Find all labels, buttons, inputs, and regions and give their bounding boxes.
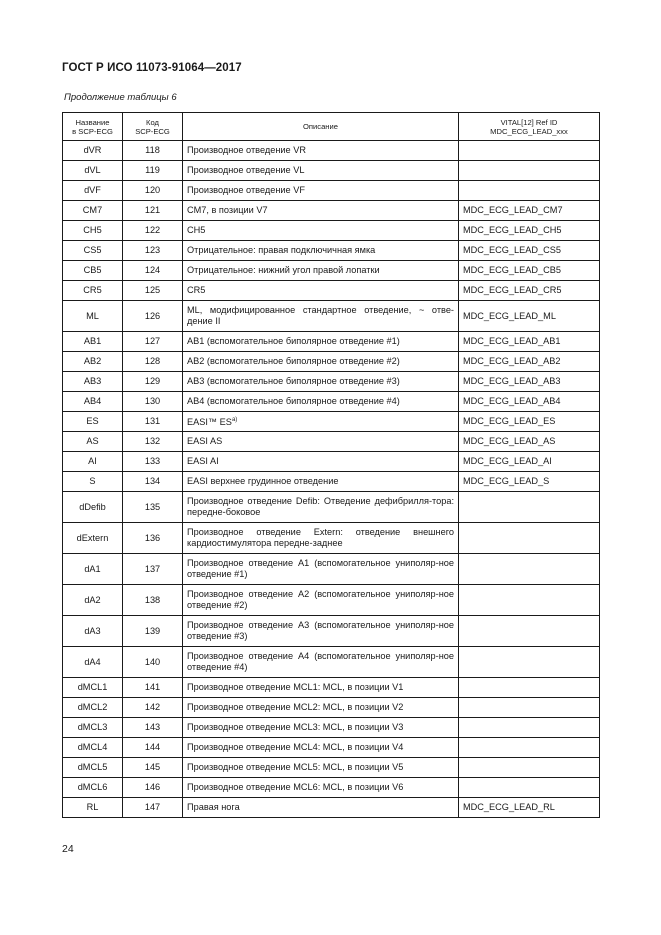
column-header-name	[63, 113, 123, 141]
lead-code-cell-text: 147	[144, 802, 161, 812]
table-row	[63, 616, 600, 647]
lead-ref-id-cell	[459, 585, 600, 616]
lead-description-cell	[183, 281, 459, 301]
lead-description-cell-text: AB2 (вспомогательное биполярное отведение #2)	[187, 356, 400, 366]
lead-name-cell	[63, 492, 123, 523]
lead-description-cell-text: Производное отведение VR	[187, 145, 306, 155]
lead-description-cell	[183, 647, 459, 678]
lead-ref-id-cell	[459, 758, 600, 778]
column-header-line: Код	[146, 117, 159, 127]
leads-table	[62, 112, 600, 818]
lead-ref-id-cell	[459, 678, 600, 698]
lead-name-cell	[63, 332, 123, 352]
table-row	[63, 738, 600, 758]
lead-name-cell-text: AI	[88, 456, 97, 466]
lead-name-cell	[63, 585, 123, 616]
lead-ref-id-cell	[459, 472, 600, 492]
lead-ref-id-cell	[459, 616, 600, 647]
table-row	[63, 718, 600, 738]
lead-code-cell	[123, 492, 183, 523]
lead-ref-id-cell-text: MDC_ECG_LEAD_AI	[463, 456, 552, 466]
lead-description-cell-text: Производное отведение MCL5: MCL, в позиции V5	[187, 762, 404, 772]
table-row	[63, 647, 600, 678]
table-row	[63, 281, 600, 301]
lead-code-cell	[123, 352, 183, 372]
lead-name-cell-text: CH5	[83, 225, 102, 235]
lead-description-cell	[183, 432, 459, 452]
lead-name-cell-text: CM7	[82, 205, 103, 215]
lead-description-cell	[183, 181, 459, 201]
lead-code-cell	[123, 647, 183, 678]
document-standard-header: ГОСТ Р ИСО 11073-91064—2017	[62, 62, 242, 74]
lead-code-cell	[123, 698, 183, 718]
lead-name-cell-text: dA1	[84, 563, 101, 574]
lead-description-cell	[183, 261, 459, 281]
lead-code-cell	[123, 452, 183, 472]
lead-ref-id-cell-text: MDC_ECG_LEAD_S	[463, 476, 550, 486]
lead-ref-id-cell	[459, 281, 600, 301]
lead-code-cell-text: 118	[145, 145, 160, 155]
lead-ref-id-cell	[459, 392, 600, 412]
lead-ref-id-cell-text: MDC_ECG_LEAD_AB3	[463, 376, 561, 386]
lead-name-cell-text: dA3	[84, 625, 101, 636]
lead-code-cell	[123, 161, 183, 181]
lead-name-cell-text: AB3	[83, 376, 102, 386]
lead-code-cell	[123, 523, 183, 554]
lead-code-cell-text: 134	[144, 476, 161, 486]
lead-description-cell-text: Производное отведение A1 (вспомогательное униполяр-ное отведение #1)	[187, 558, 454, 579]
lead-name-cell	[63, 452, 123, 472]
lead-code-cell	[123, 554, 183, 585]
lead-code-cell-text: 137	[144, 563, 161, 574]
lead-description-cell	[183, 523, 459, 554]
lead-code-cell	[123, 798, 183, 818]
lead-code-cell	[123, 392, 183, 412]
lead-code-cell-text: 124	[144, 265, 161, 275]
column-header-line: в SCP-ECG	[72, 126, 113, 136]
lead-name-cell	[63, 738, 123, 758]
lead-ref-id-cell	[459, 161, 600, 181]
table-row	[63, 452, 600, 472]
lead-name-cell	[63, 281, 123, 301]
lead-code-cell	[123, 738, 183, 758]
lead-code-cell-text: 130	[144, 396, 161, 406]
lead-name-cell	[63, 698, 123, 718]
lead-ref-id-cell	[459, 141, 600, 161]
lead-name-cell	[63, 261, 123, 281]
lead-name-cell-text: ML	[86, 310, 99, 321]
lead-name-cell	[63, 778, 123, 798]
lead-code-cell	[123, 412, 183, 432]
lead-ref-id-cell-text: MDC_ECG_LEAD_AB2	[463, 356, 561, 366]
lead-description-cell	[183, 798, 459, 818]
lead-description-cell	[183, 301, 459, 332]
lead-code-cell-text: 140	[144, 656, 161, 667]
lead-code-cell-text: 128	[144, 356, 161, 366]
lead-description-cell-text: EASI верхнее грудинное отведение	[187, 476, 339, 486]
table-row	[63, 241, 600, 261]
lead-name-cell	[63, 301, 123, 332]
lead-ref-id-cell	[459, 372, 600, 392]
table-row	[63, 432, 600, 452]
lead-description-cell	[183, 221, 459, 241]
lead-code-cell-text: 139	[144, 625, 161, 636]
lead-code-cell-text: 131	[144, 416, 161, 426]
lead-description-cell	[183, 616, 459, 647]
lead-ref-id-cell	[459, 432, 600, 452]
table-body	[63, 141, 600, 818]
lead-name-cell-text: RL	[86, 802, 99, 812]
lead-description-cell-text: CM7, в позиции V7	[187, 205, 268, 215]
lead-code-cell	[123, 758, 183, 778]
lead-description-cell	[183, 492, 459, 523]
table-caption: Продолжение таблицы 6	[64, 92, 177, 103]
lead-code-cell	[123, 472, 183, 492]
lead-description-cell	[183, 778, 459, 798]
lead-ref-id-cell	[459, 221, 600, 241]
lead-name-cell-text: dExtern	[76, 532, 109, 543]
lead-name-cell	[63, 352, 123, 372]
lead-description-cell	[183, 758, 459, 778]
lead-description-cell	[183, 678, 459, 698]
lead-name-cell	[63, 798, 123, 818]
lead-name-cell-text: CR5	[83, 285, 102, 295]
lead-code-cell-text: 129	[144, 376, 161, 386]
lead-name-cell	[63, 678, 123, 698]
lead-ref-id-cell-text: MDC_ECG_LEAD_CS5	[463, 245, 562, 255]
lead-name-cell-text: AB4	[83, 396, 102, 406]
table-row	[63, 585, 600, 616]
lead-code-cell	[123, 141, 183, 161]
lead-code-cell	[123, 221, 183, 241]
lead-description-cell-text: AB1 (вспомогательное биполярное отведение #1)	[187, 336, 400, 346]
lead-ref-id-cell	[459, 261, 600, 281]
lead-name-cell-text: dDefib	[79, 501, 106, 512]
lead-ref-id-cell	[459, 778, 600, 798]
lead-name-cell	[63, 554, 123, 585]
table-row	[63, 523, 600, 554]
lead-code-cell-text: 127	[144, 336, 161, 346]
lead-description-cell	[183, 718, 459, 738]
lead-ref-id-cell	[459, 647, 600, 678]
lead-ref-id-cell-text: MDC_ECG_LEAD_AB1	[463, 336, 561, 346]
lead-code-cell	[123, 372, 183, 392]
lead-name-cell	[63, 472, 123, 492]
lead-description-cell-text: AB4 (вспомогательное биполярное отведение #4)	[187, 396, 400, 406]
lead-description-cell-text: Производное отведение MCL6: MCL, в позиции V6	[187, 782, 404, 792]
table-row	[63, 141, 600, 161]
lead-description-cell	[183, 372, 459, 392]
lead-ref-id-cell	[459, 698, 600, 718]
lead-ref-id-cell-text: MDC_ECG_LEAD_ES	[463, 416, 556, 426]
table-row	[63, 798, 600, 818]
table-row	[63, 392, 600, 412]
lead-ref-id-cell-text: MDC_ECG_LEAD_ML	[463, 310, 556, 321]
lead-description-cell	[183, 201, 459, 221]
lead-description-cell-text: Правая нога	[187, 802, 240, 812]
lead-code-cell-text: 136	[144, 532, 161, 543]
column-header-line: VITAL[12] Ref ID	[500, 117, 558, 127]
lead-ref-id-cell	[459, 452, 600, 472]
lead-name-cell-text: dMCL3	[77, 722, 108, 732]
lead-ref-id-cell	[459, 738, 600, 758]
table-row	[63, 261, 600, 281]
table-row	[63, 554, 600, 585]
column-header-line: MDC_ECG_LEAD_xxx	[490, 126, 568, 136]
table-row	[63, 758, 600, 778]
lead-description-cell	[183, 332, 459, 352]
lead-code-cell-text: 146	[144, 782, 161, 792]
lead-code-cell	[123, 432, 183, 452]
lead-name-cell	[63, 718, 123, 738]
lead-code-cell-text: 144	[144, 742, 161, 752]
table-row	[63, 492, 600, 523]
column-header-ref-id	[459, 113, 600, 141]
lead-description-cell	[183, 392, 459, 412]
lead-name-cell	[63, 412, 123, 432]
lead-name-cell	[63, 616, 123, 647]
lead-description-cell	[183, 412, 459, 432]
lead-ref-id-cell	[459, 352, 600, 372]
lead-code-cell	[123, 718, 183, 738]
lead-ref-id-cell	[459, 412, 600, 432]
lead-ref-id-cell	[459, 523, 600, 554]
lead-code-cell-text: 133	[144, 456, 161, 466]
column-header-line: Описание	[303, 122, 338, 131]
lead-code-cell	[123, 778, 183, 798]
lead-description-cell-text: Производное отведение A2 (вспомогательное униполяр-ное отведение #2)	[187, 589, 454, 610]
footnote-marker: a)	[231, 416, 238, 423]
lead-name-cell-text: dMCL6	[77, 782, 108, 792]
lead-description-cell	[183, 698, 459, 718]
table-row	[63, 472, 600, 492]
table-row	[63, 412, 600, 432]
lead-name-cell	[63, 161, 123, 181]
lead-code-cell-text: 138	[144, 594, 161, 605]
lead-name-cell	[63, 241, 123, 261]
lead-code-cell-text: 120	[144, 185, 161, 195]
table-row	[63, 778, 600, 798]
lead-name-cell	[63, 392, 123, 412]
lead-description-cell	[183, 585, 459, 616]
page-number: 24	[62, 843, 74, 855]
lead-code-cell	[123, 181, 183, 201]
lead-name-cell	[63, 221, 123, 241]
lead-name-cell-text: dA4	[84, 656, 101, 667]
lead-description-cell-text: Производное отведение MCL3: MCL, в позиции V3	[187, 722, 404, 732]
lead-description-cell-text: EASI AS	[187, 436, 223, 446]
lead-code-cell	[123, 616, 183, 647]
lead-ref-id-cell-text: MDC_ECG_LEAD_CR5	[463, 285, 562, 295]
lead-ref-id-cell-text: MDC_ECG_LEAD_CM7	[463, 205, 563, 215]
lead-description-cell	[183, 738, 459, 758]
lead-ref-id-cell-text: MDC_ECG_LEAD_CB5	[463, 265, 562, 275]
table-row	[63, 678, 600, 698]
table-row	[63, 201, 600, 221]
table-row	[63, 698, 600, 718]
lead-name-cell-text: dMCL4	[77, 742, 108, 752]
lead-code-cell-text: 141	[144, 682, 161, 692]
lead-ref-id-cell-text: MDC_ECG_LEAD_AB4	[463, 396, 561, 406]
lead-name-cell-text: dMCL5	[77, 762, 108, 772]
lead-code-cell-text: 119	[145, 165, 160, 175]
lead-name-cell-text: S	[89, 476, 96, 486]
lead-code-cell	[123, 585, 183, 616]
lead-code-cell-text: 135	[144, 501, 161, 512]
lead-ref-id-cell-text: MDC_ECG_LEAD_RL	[463, 802, 555, 812]
lead-description-cell	[183, 241, 459, 261]
lead-ref-id-cell	[459, 798, 600, 818]
lead-name-cell-text: CB5	[83, 265, 102, 275]
lead-name-cell-text: dVR	[83, 145, 102, 155]
column-header-code	[123, 113, 183, 141]
lead-ref-id-cell	[459, 554, 600, 585]
table-row	[63, 181, 600, 201]
lead-code-cell-text: 126	[144, 310, 161, 321]
column-header-line: SCP-ECG	[135, 126, 170, 136]
lead-description-cell-text: Производное отведение VF	[187, 185, 305, 195]
lead-name-cell	[63, 432, 123, 452]
lead-ref-id-cell	[459, 332, 600, 352]
lead-description-cell-text: Производное отведение Defib: Отведение дефибрилля-тора: передне-боковое	[187, 496, 454, 517]
lead-description-cell	[183, 472, 459, 492]
lead-name-cell	[63, 372, 123, 392]
lead-code-cell	[123, 261, 183, 281]
lead-description-cell-text: Производное отведение A4 (вспомогательное униполяр-ное отведение #4)	[187, 651, 454, 672]
lead-code-cell	[123, 678, 183, 698]
lead-description-cell-text: Производное отведение Extern: отведение внешнего кардиостимулятора передне-заднее	[187, 527, 454, 548]
lead-name-cell	[63, 201, 123, 221]
lead-code-cell-text: 125	[144, 285, 161, 295]
lead-ref-id-cell	[459, 718, 600, 738]
lead-description-cell-text: Производное отведение VL	[187, 165, 305, 175]
lead-name-cell-text: dMCL1	[77, 682, 108, 692]
table-row	[63, 332, 600, 352]
lead-code-cell	[123, 301, 183, 332]
lead-description-cell-text: CR5	[187, 285, 206, 295]
column-header-line: Название	[75, 117, 110, 127]
lead-name-cell	[63, 647, 123, 678]
lead-ref-id-cell	[459, 301, 600, 332]
table-row	[63, 221, 600, 241]
lead-code-cell-text: 145	[144, 762, 161, 772]
lead-code-cell-text: 123	[144, 245, 161, 255]
lead-name-cell	[63, 758, 123, 778]
table-row	[63, 161, 600, 181]
lead-code-cell	[123, 332, 183, 352]
lead-name-cell	[63, 523, 123, 554]
lead-name-cell-text: dVF	[84, 185, 101, 195]
lead-name-cell-text: dMCL2	[77, 702, 108, 712]
lead-code-cell-text: 142	[144, 702, 161, 712]
lead-description-cell-text: ML, модифицированное стандартное отведение, ~ отве-дение II	[187, 305, 454, 326]
lead-code-cell	[123, 201, 183, 221]
lead-ref-id-cell	[459, 201, 600, 221]
lead-name-cell-text: ES	[86, 416, 99, 426]
table-header-row	[63, 113, 600, 141]
lead-description-cell-text: Производное отведение MCL2: MCL, в позиции V2	[187, 702, 404, 712]
lead-ref-id-cell	[459, 492, 600, 523]
lead-code-cell-text: 122	[144, 225, 161, 235]
lead-description-cell-text: Производное отведение MCL4: MCL, в позиции V4	[187, 742, 404, 752]
lead-description-cell-text: Производное отведение A3 (вспомогательное униполяр-ное отведение #3)	[187, 620, 454, 641]
lead-name-cell-text: AB2	[83, 356, 102, 366]
lead-name-cell	[63, 141, 123, 161]
lead-description-cell	[183, 352, 459, 372]
table-row	[63, 352, 600, 372]
lead-description-cell	[183, 161, 459, 181]
lead-code-cell	[123, 241, 183, 261]
lead-name-cell-text: dVL	[84, 165, 101, 175]
lead-ref-id-cell-text: MDC_ECG_LEAD_CH5	[463, 225, 562, 235]
lead-code-cell-text: 143	[144, 722, 161, 732]
lead-ref-id-cell	[459, 181, 600, 201]
lead-name-cell	[63, 181, 123, 201]
lead-code-cell-text: 121	[144, 205, 161, 215]
lead-description-cell-text: EASI AI	[187, 456, 219, 466]
lead-name-cell-text: dA2	[84, 594, 101, 605]
lead-description-cell	[183, 141, 459, 161]
lead-description-cell-text: Отрицательное: нижний угол правой лопатки	[187, 265, 380, 275]
lead-name-cell-text: AB1	[83, 336, 102, 346]
lead-description-cell	[183, 554, 459, 585]
lead-ref-id-cell	[459, 241, 600, 261]
table-row	[63, 301, 600, 332]
lead-ref-id-cell-text: MDC_ECG_LEAD_AS	[463, 436, 556, 446]
lead-description-cell	[183, 452, 459, 472]
lead-code-cell	[123, 281, 183, 301]
lead-description-cell-text: AB3 (вспомогательное биполярное отведение #3)	[187, 376, 400, 386]
lead-code-cell-text: 132	[144, 436, 161, 446]
lead-description-cell-text: Отрицательное: правая подключичная ямка	[187, 245, 376, 255]
lead-description-cell-text: Производное отведение MCL1: MCL, в позиции V1	[187, 682, 404, 692]
lead-name-cell-text: AS	[86, 436, 99, 446]
table-row	[63, 372, 600, 392]
lead-name-cell-text: CS5	[83, 245, 102, 255]
lead-description-cell-text: EASI™ ES	[187, 417, 232, 428]
column-header-description	[183, 113, 459, 141]
lead-description-cell-text: CH5	[187, 225, 206, 235]
